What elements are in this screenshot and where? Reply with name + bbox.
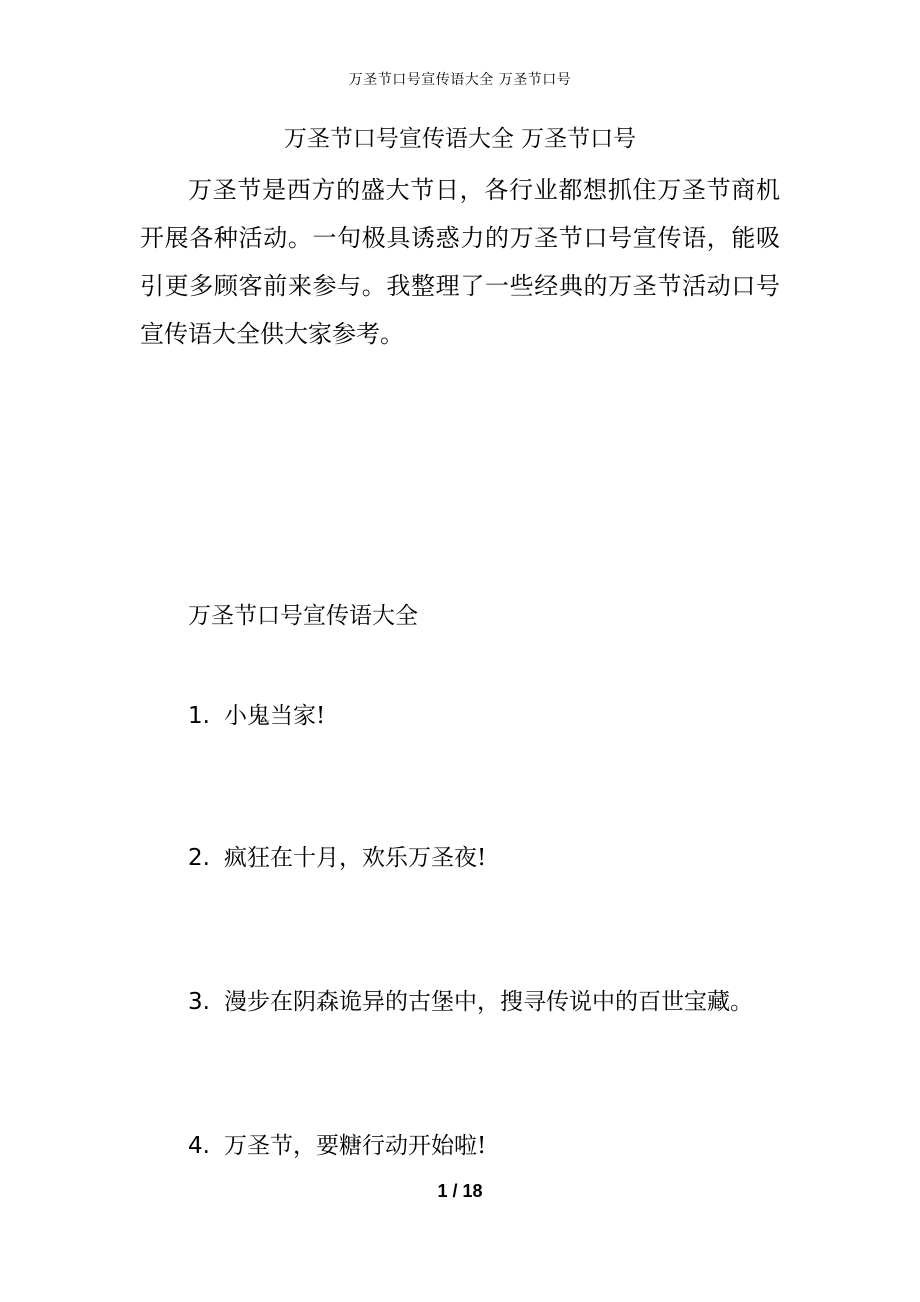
intro-paragraph: 万圣节是西方的盛大节日，各行业都想抓住万圣节商机开展各种活动。一句极具诱惑力的万圣节口号宣传语，能吸引更多顾客前来参与。我整理了一些经典的万圣节活动口号宣传语大全供大家参考。 — [140, 176, 780, 348]
slogan-text: 疯狂在十月，欢乐万圣夜! — [224, 845, 487, 871]
slogan-item — [188, 986, 753, 1018]
document-title: 万圣节口号宣传语大全 万圣节口号 — [283, 126, 637, 152]
slogan-text: 小鬼当家! — [224, 703, 326, 729]
slogan-text: 万圣节，要糖行动开始啦! — [224, 1133, 487, 1159]
slogan-item — [188, 700, 325, 732]
slogan-item — [188, 842, 486, 874]
page-number: 1 / 18 — [437, 1181, 483, 1201]
slogan-item — [188, 1130, 486, 1162]
slogan-number: 3. — [188, 989, 210, 1015]
slogan-number: 1. — [188, 703, 210, 729]
running-header: 万圣节口号宣传语大全 万圣节口号 — [348, 72, 572, 88]
slogan-text: 漫步在阴森诡异的古堡中，搜寻传说中的百世宝藏。 — [224, 989, 753, 1015]
slogan-number: 4. — [188, 1133, 210, 1159]
slogan-number: 2. — [188, 845, 210, 871]
section-heading: 万圣节口号宣传语大全 — [188, 603, 418, 629]
